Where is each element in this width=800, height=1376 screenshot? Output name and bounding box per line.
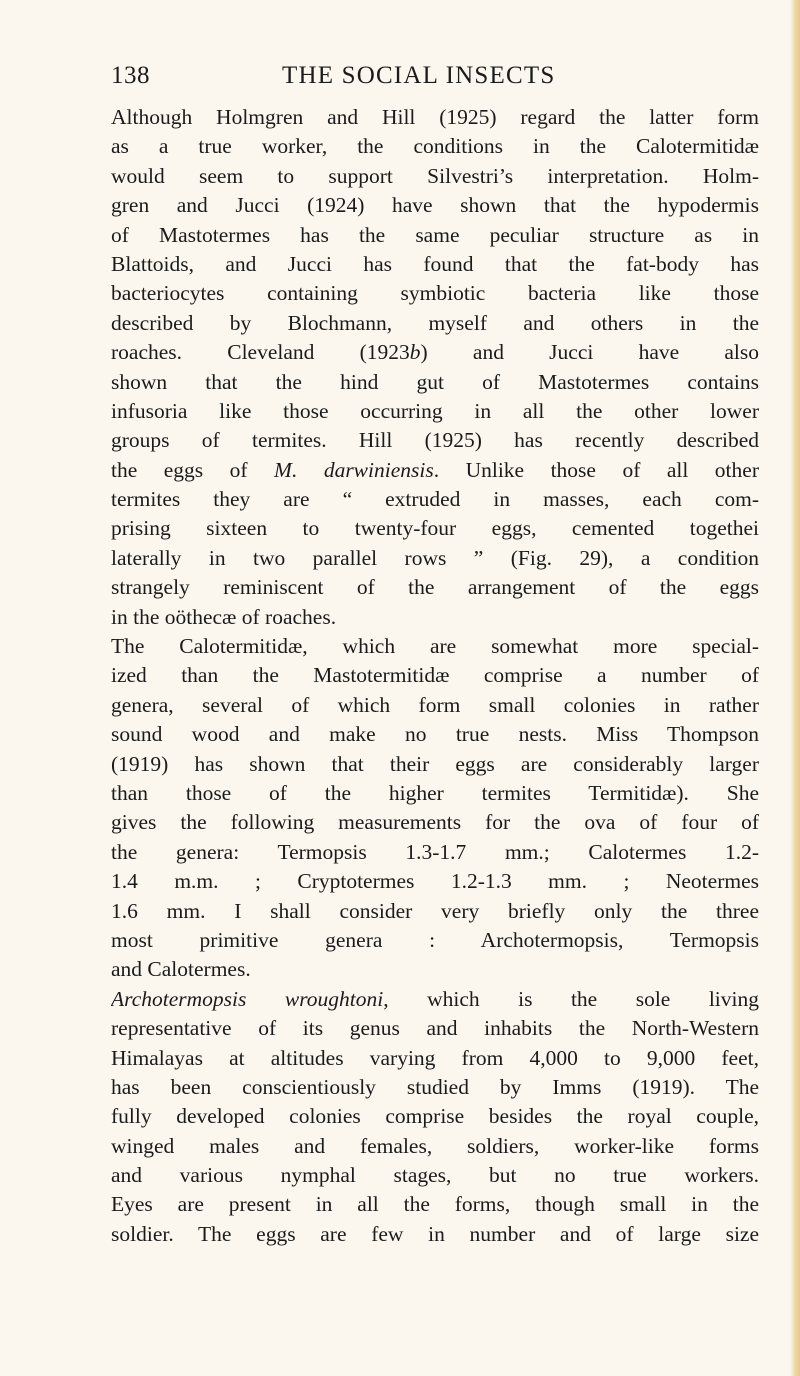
text-segment: strangely reminiscent of the arrangement of the eggs [111, 575, 759, 600]
text-segment: most primitive genera : Archotermopsis, Termopsis [111, 927, 759, 952]
text-line [111, 1220, 759, 1249]
italic-text: M. darwiniensis [274, 457, 434, 482]
text-line [111, 691, 759, 720]
text-segment: groups of termites. Hill (1925) has recently described [111, 428, 759, 453]
text-segment: The Calotermitidæ, which are somewhat more special- [111, 634, 759, 659]
text-segment: representative of its genus and inhabits the North-Western [111, 1016, 759, 1041]
text-line [111, 632, 759, 661]
text-segment: and Calotermes. [111, 957, 251, 982]
text-line [111, 221, 759, 250]
text-line [111, 1190, 759, 1219]
text-segment: described by Blochmann, myself and others in the [111, 310, 759, 335]
text-segment: gren and Jucci (1924) have shown that the hypodermis [111, 193, 759, 218]
text-segment: roaches. Cleveland (1923 [111, 340, 410, 365]
text-line [111, 955, 759, 984]
text-segment: . Unlike those of all other [433, 457, 759, 482]
running-head [111, 62, 759, 96]
text-segment: Eyes are present in all the forms, though small in the [111, 1192, 759, 1217]
text-segment: Although Holmgren and Hill (1925) regard the latter form [111, 105, 759, 129]
text-segment: in the oöthecæ of roaches. [111, 604, 337, 629]
text-line [111, 514, 759, 543]
text-line [111, 867, 759, 896]
body-text [111, 103, 759, 1249]
text-segment: the eggs of [111, 457, 275, 482]
text-segment: of Mastotermes has the same peculiar structure as in [111, 222, 759, 247]
text-segment: as a true worker, the conditions in the Calotermitidæ [111, 134, 759, 159]
italic-text: Archotermopsis wroughtoni [111, 986, 384, 1011]
text-segment: prising sixteen to twenty-four eggs, cemented togethei [111, 516, 759, 541]
text-segment: bacteriocytes containing symbiotic bacteria like those [111, 281, 759, 306]
text-segment: has been conscientiously studied by Imms (1919). The [111, 1074, 759, 1099]
text-line [111, 368, 759, 397]
text-line [111, 338, 759, 367]
text-segment: Himalayas at altitudes varying from 4,000 to 9,000 feet, [111, 1045, 759, 1070]
text-segment: and various nymphal stages, but no true workers. [111, 1163, 759, 1188]
text-line [111, 897, 759, 926]
text-line [111, 250, 759, 279]
text-segment: winged males and females, soldiers, worker-like forms [111, 1133, 759, 1158]
text-line [111, 985, 759, 1014]
text-segment: ized than the Mastotermitidæ comprise a number of [111, 663, 759, 688]
text-segment: termites they are “ extruded in masses, each com- [111, 487, 759, 512]
text-segment: gives the following measurements for the ova of four of [111, 810, 759, 835]
text-line [111, 1102, 759, 1131]
text-line [111, 309, 759, 338]
text-segment: the genera: Termopsis 1.3-1.7 mm.; Calotermes 1.2- [111, 839, 759, 864]
text-segment: 1.6 mm. I shall consider very briefly only the three [111, 898, 759, 923]
text-line [111, 191, 759, 220]
text-segment: shown that the hind gut of Mastotermes contains [111, 369, 759, 394]
text-segment: than those of the higher termites Termitidæ). She [111, 780, 759, 805]
text-line [111, 103, 759, 132]
text-line [111, 779, 759, 808]
text-line [111, 1044, 759, 1073]
text-segment: ) and Jucci have also [420, 340, 759, 365]
text-segment: infusoria like those occurring in all the other lower [111, 398, 759, 423]
text-line [111, 1073, 759, 1102]
text-line [111, 1161, 759, 1190]
text-line [111, 279, 759, 308]
text-segment: 1.4 m.m. ; Cryptotermes 1.2-1.3 mm. ; Neotermes [111, 869, 759, 894]
text-segment: Blattoids, and Jucci has found that the fat-body has [111, 251, 759, 276]
text-segment: soldier. The eggs are few in number and of large size [111, 1221, 759, 1246]
page-edge [790, 0, 800, 1376]
text-line [111, 1014, 759, 1043]
text-line [111, 720, 759, 749]
text-line [111, 132, 759, 161]
text-line [111, 661, 759, 690]
text-segment: sound wood and make no true nests. Miss Thompson [111, 722, 759, 747]
text-line [111, 397, 759, 426]
text-line [111, 456, 759, 485]
text-line [111, 838, 759, 867]
italic-text: b [409, 340, 421, 365]
text-segment: , which is the sole living [383, 986, 759, 1011]
text-segment: would seem to support Silvestri’s interpretation. Holm- [111, 163, 759, 188]
text-line [111, 573, 759, 602]
text-segment: laterally in two parallel rows ” (Fig. 29), a condition [111, 545, 759, 570]
text-line [111, 162, 759, 191]
running-title: THE SOCIAL INSECTS [282, 62, 556, 89]
text-line [111, 426, 759, 455]
text-line [111, 544, 759, 573]
text-segment: fully developed colonies comprise besides the royal couple, [111, 1104, 759, 1129]
text-line [111, 603, 759, 632]
text-line [111, 1132, 759, 1161]
text-segment: (1919) has shown that their eggs are considerably larger [111, 751, 759, 776]
page-number: 138 [111, 62, 150, 89]
text-line [111, 750, 759, 779]
text-segment: genera, several of which form small colonies in rather [111, 692, 759, 717]
text-line [111, 926, 759, 955]
text-line [111, 485, 759, 514]
text-line [111, 808, 759, 837]
